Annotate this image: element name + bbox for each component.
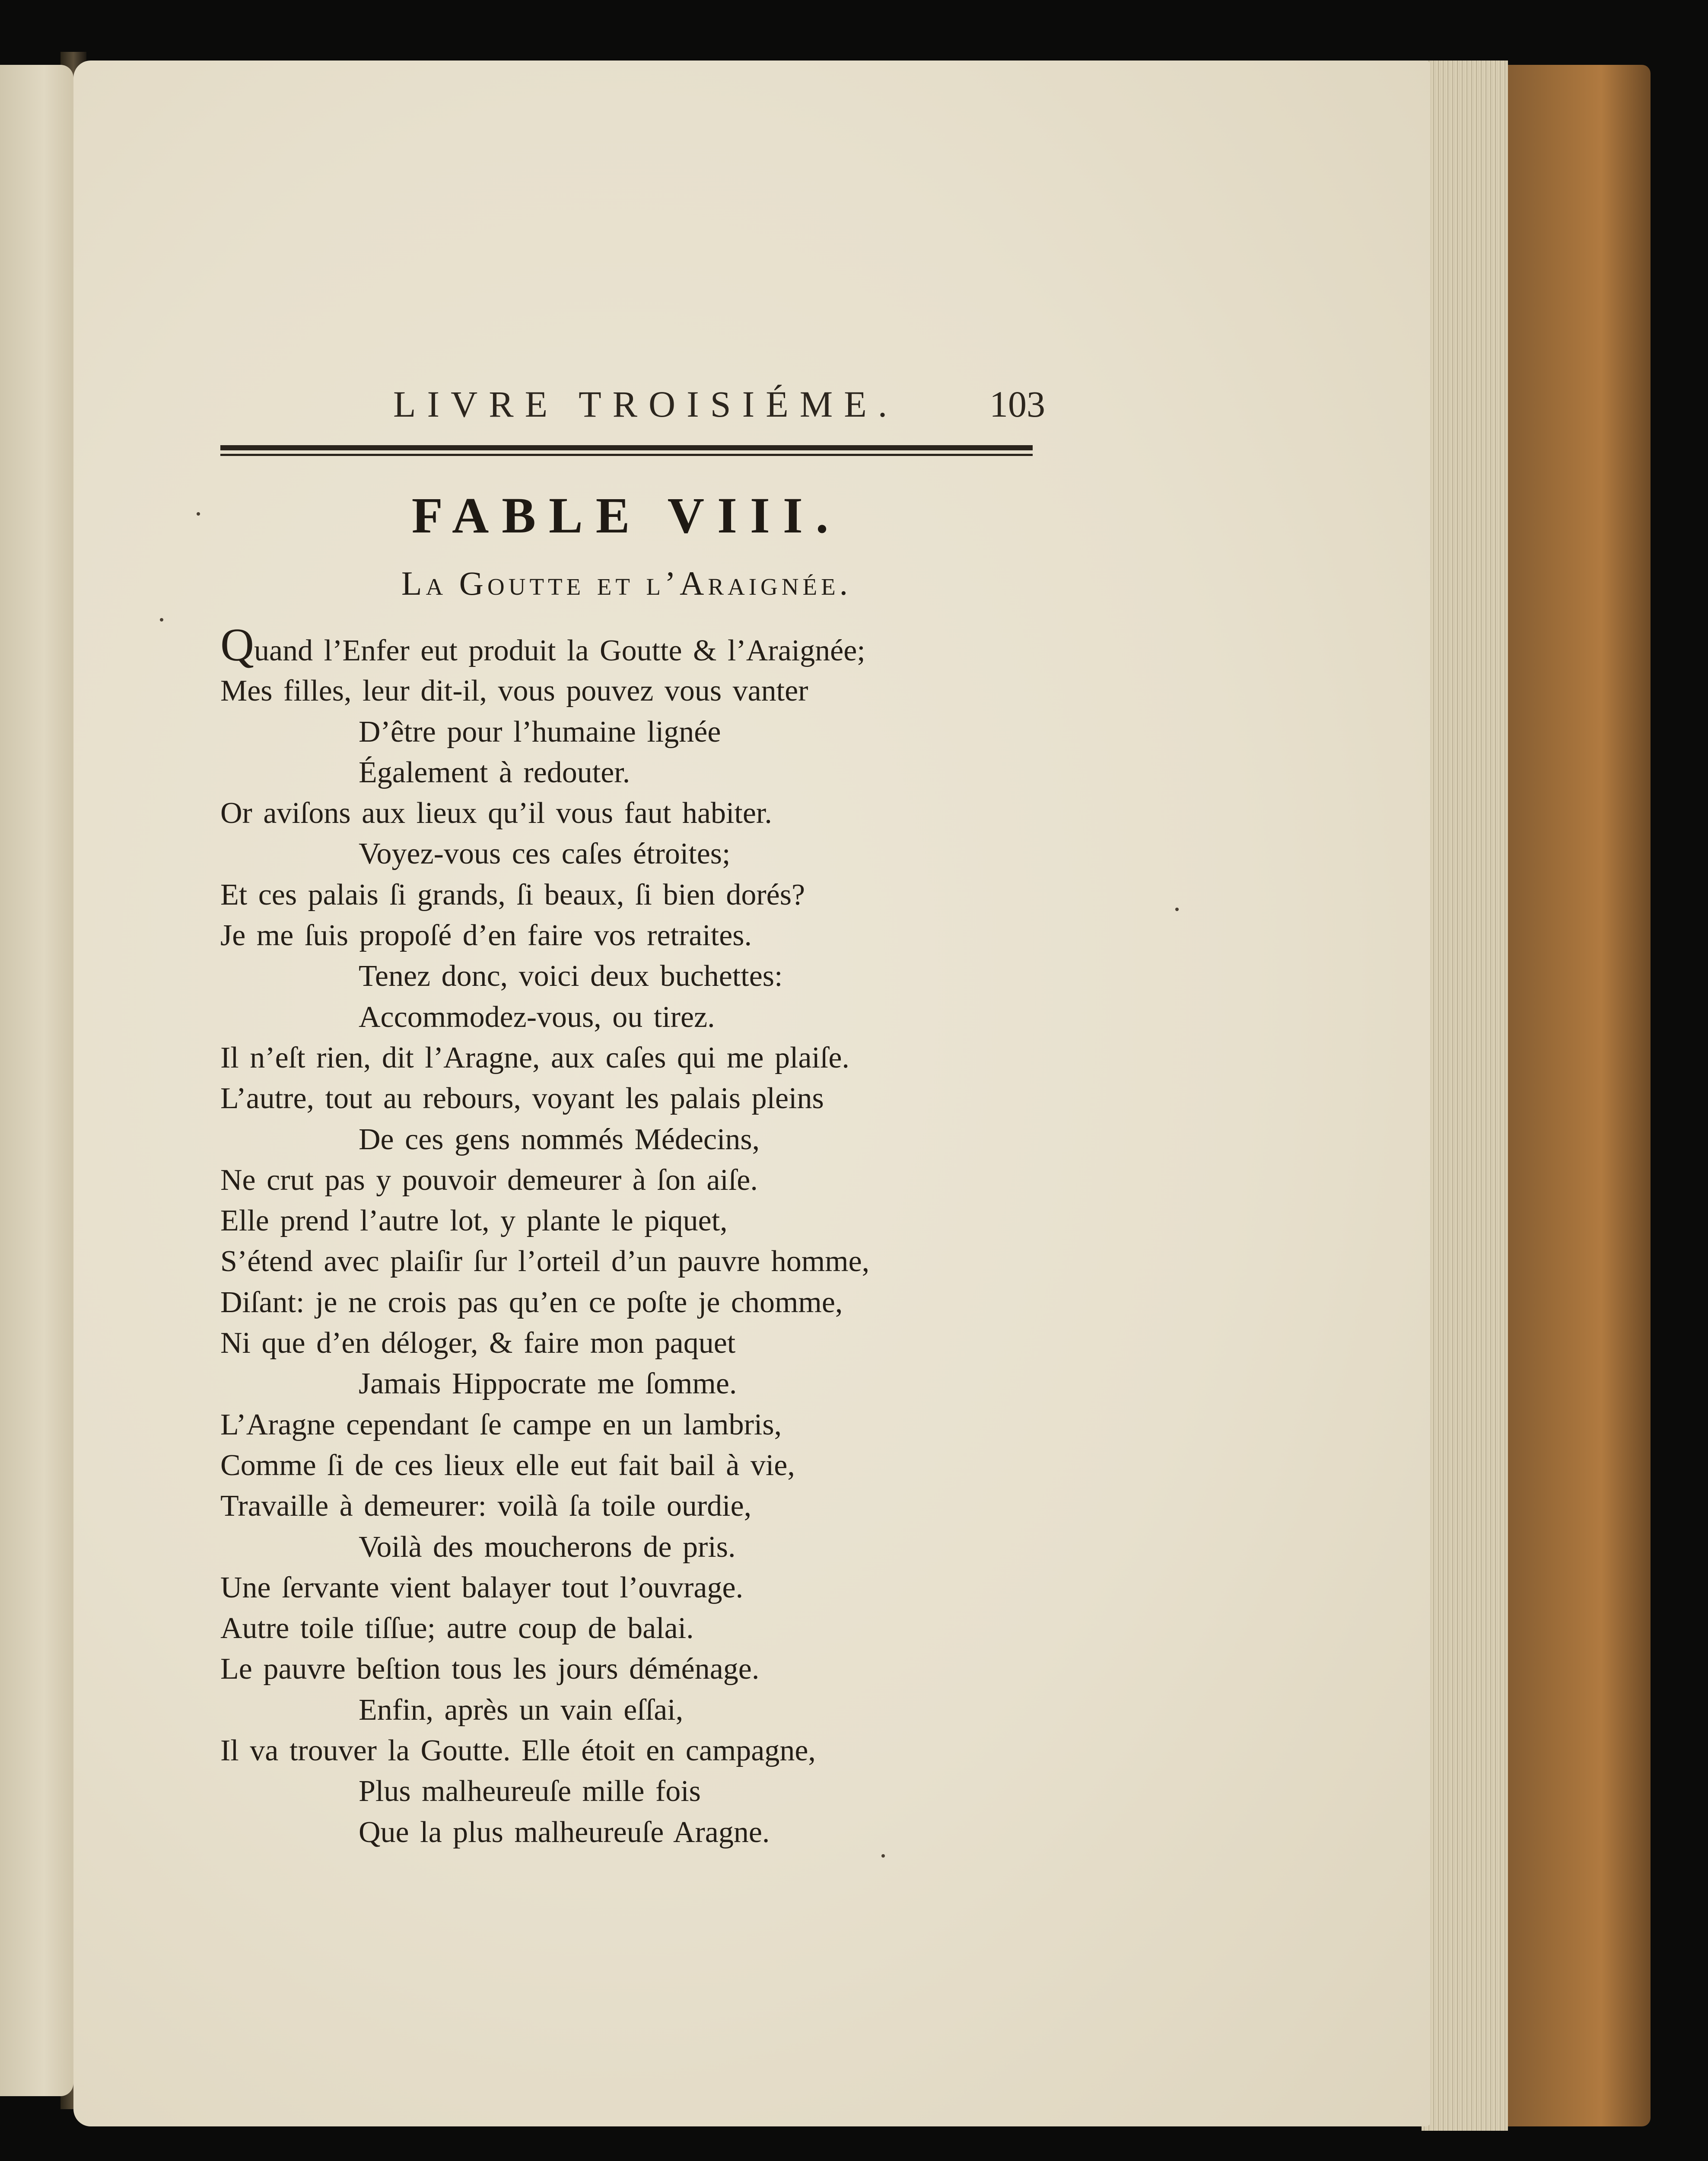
poem-line <box>220 1119 1085 1160</box>
poem-line-text: Ne crut pas y pouvoir demeurer à ſon aiſe. <box>220 1163 758 1197</box>
poem-text <box>220 619 1085 1853</box>
poem-line <box>220 915 1085 956</box>
poem-line-text: Il n’eſt rien, dit l’Aragne, aux caſes qui me plaiſe. <box>220 1041 849 1074</box>
poem-line-text: Comme ſi de ces lieux elle eut fait bail à vie, <box>220 1448 795 1482</box>
poem-line <box>220 1364 1085 1404</box>
poem-line-text: Voilà des moucherons de pris. <box>359 1530 736 1564</box>
poem-line-text: D’être pour l’humaine lignée <box>359 715 721 749</box>
poem-line <box>220 1160 1085 1201</box>
poem-line-text: Autre toile tiſſue; autre coup de balai. <box>220 1612 694 1645</box>
poem-line <box>220 1649 1085 1689</box>
poem-line <box>220 1771 1085 1812</box>
fable-subtitle: La Goutte et l’Araignée. <box>401 564 852 602</box>
poem-line-text: Mes filles, leur dit-il, vous pouvez vous vanter <box>220 674 808 708</box>
poem-line <box>220 1731 1085 1771</box>
poem-line <box>220 1527 1085 1568</box>
poem-line <box>220 793 1085 834</box>
page-block-edges <box>1422 61 1508 2131</box>
poem-line-text: Une ſervante vient balayer tout l’ouvrage. <box>220 1571 744 1604</box>
poem-line <box>220 752 1085 793</box>
poem-line <box>220 1323 1085 1364</box>
poem-line <box>220 671 1085 711</box>
poem-line <box>220 1608 1085 1649</box>
poem-line <box>220 1445 1085 1486</box>
poem-line <box>220 1486 1085 1527</box>
poem-line <box>220 1241 1085 1282</box>
poem-line-text: Or aviſons aux lieux qu’il vous faut habiter. <box>220 797 772 830</box>
page-number: 103 <box>989 383 1045 425</box>
poem-line-text: Plus malheureuſe mille fois <box>359 1775 701 1808</box>
book-page <box>73 61 1430 2126</box>
poem-line-text: Le pauvre beſtion tous les jours déménage. <box>220 1652 760 1686</box>
poem-line-text: Il va trouver la Goutte. Elle étoit en campagne, <box>220 1734 816 1768</box>
poem-line <box>220 1038 1085 1078</box>
poem-line <box>220 619 1085 671</box>
drop-cap: Q <box>220 619 254 671</box>
poem-line <box>220 1568 1085 1608</box>
poem-line-text: Que la plus malheureuſe Aragne. <box>359 1815 770 1849</box>
poem-line-text: Tenez donc, voici deux buchettes: <box>359 959 783 993</box>
poem-line-text: Jamais Hippocrate me ſomme. <box>359 1367 737 1401</box>
poem-line-text: L’Aragne cependant ſe campe en un lambris, <box>220 1408 782 1441</box>
paper-speck <box>881 1854 885 1858</box>
poem-line-text: Je me ſuis propoſé d’en faire vos retraites. <box>220 919 752 953</box>
poem-line-text: Enfin, après un vain eſſai, <box>359 1693 684 1727</box>
paper-speck <box>197 512 200 516</box>
poem-line <box>220 875 1085 915</box>
poem-line <box>220 1282 1085 1323</box>
paper-speck <box>1175 908 1179 911</box>
poem-line <box>220 1405 1085 1445</box>
poem-line <box>220 1812 1085 1853</box>
fable-title: FABLE VIII. <box>411 487 842 544</box>
header-rule <box>220 445 1033 456</box>
poem-line-text: Également à redouter. <box>359 755 630 789</box>
poem-line <box>220 1690 1085 1731</box>
poem-line <box>220 1201 1085 1241</box>
poem-line-text: S’étend avec plaiſir ſur l’orteil d’un pauvre homme, <box>220 1245 870 1278</box>
poem-line-text: De ces gens nommés Médecins, <box>359 1122 760 1156</box>
poem-line-text: L’autre, tout au rebours, voyant les palais pleins <box>220 1082 824 1116</box>
running-head: LIVRE TROISIÉME. <box>393 383 899 425</box>
paper-speck <box>160 618 163 622</box>
poem-line <box>220 834 1085 874</box>
poem-line <box>220 1078 1085 1119</box>
poem-line-text: Ni que d’en déloger, & faire mon paquet <box>220 1326 736 1360</box>
poem-line-text: Diſant: je ne crois pas qu’en ce poſte je chomme, <box>220 1285 843 1319</box>
poem-line <box>220 712 1085 752</box>
poem-line-text: Voyez-vous ces caſes étroites; <box>359 837 731 871</box>
poem-line-text: Travaille à demeurer: voilà ſa toile ourdie, <box>220 1489 752 1523</box>
book-cover-edge <box>1486 65 1651 2126</box>
poem-line <box>220 997 1085 1038</box>
previous-page-edge <box>0 65 73 2096</box>
poem-line-text: Et ces palais ſi grands, ſi beaux, ſi bien dorés? <box>220 878 805 912</box>
poem-line-text: uand l’Enfer eut produit la Goutte & l’Araignée; <box>254 634 865 667</box>
poem-line <box>220 956 1085 997</box>
poem-line-text: Elle prend l’autre lot, y plante le piquet, <box>220 1204 728 1238</box>
poem-line-text: Accommodez-vous, ou tirez. <box>359 1000 715 1034</box>
